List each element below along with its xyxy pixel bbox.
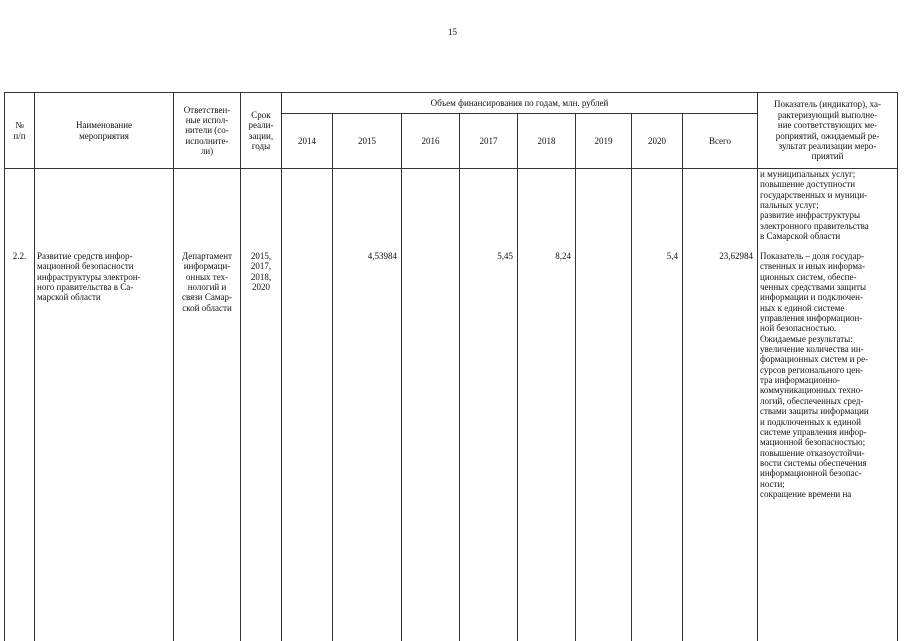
continuation-row <box>5 169 898 252</box>
row-name: Развитие средств инфор- мационной безопасности инфраструктуры электрон- ного правительства в Са- марской области <box>35 251 174 641</box>
row-num: 2.2. <box>5 251 35 641</box>
header-year: 2017 <box>460 114 518 169</box>
row-value-2017: 5,45 <box>460 251 518 641</box>
row-value-2018: 8,24 <box>518 251 576 641</box>
header-financing: Объем финансирования по годам, млн. рублей <box>282 93 758 114</box>
header-year: 2018 <box>518 114 576 169</box>
row-value-2014 <box>282 251 333 641</box>
row-period: 2015, 2017, 2018, 2020 <box>241 251 282 641</box>
row-value-2015: 4,53984 <box>333 251 402 641</box>
header-year: 2020 <box>632 114 683 169</box>
table-row <box>5 251 898 641</box>
financing-table <box>4 92 898 641</box>
header-period: Срок реали- зации, годы <box>241 93 282 169</box>
header-name: Наименование мероприятия <box>35 93 174 169</box>
header-year: 2015 <box>333 114 402 169</box>
continuation-text: и муниципальных услуг; повышение доступности государственных и муници- пальных услуг; развитие инфраструктуры электронного правительства в Самарской области <box>758 169 898 252</box>
table-header-row <box>5 93 898 114</box>
row-indicator: Показатель – доля государ- ственных и иных информа- ционных систем, обеспе- ченных средствами защиты информации и подключен- ных к единой системе управления информацион- ной безопасностью. Ожидаемые результаты: увеличение количества ин- формационных систем и ре- сурсов регионального цен- тра информационно- коммуникационных техно- логий, обеспеченных сред- ствами защиты информации и подключенных к единой системе управления инфор- мационной безопасностью; повышение отказоустойчи- вости системы обеспечения информационной безопас- ности; сокращение времени на <box>758 251 898 641</box>
row-value-2019 <box>576 251 632 641</box>
row-executor: Департамент информаци- онных тех- нологий и связи Самар- ской области <box>174 251 241 641</box>
row-value-2020: 5,4 <box>632 251 683 641</box>
header-year: 2014 <box>282 114 333 169</box>
header-indicator: Показатель (индикатор), ха- рактеризующий выполне- ние соответствующих ме- роприятий, ожидаемый ре- зультат реализации меро- приятий <box>758 93 898 169</box>
header-executors: Ответствен- ные испол- нители (со- исполните- ли) <box>174 93 241 169</box>
page-number: 15 <box>448 27 457 37</box>
header-year: 2016 <box>402 114 460 169</box>
row-value-total: 23,62984 <box>683 251 758 641</box>
header-total: Всего <box>683 114 758 169</box>
header-year: 2019 <box>576 114 632 169</box>
row-value-2016 <box>402 251 460 641</box>
header-num: № п/п <box>5 93 35 169</box>
